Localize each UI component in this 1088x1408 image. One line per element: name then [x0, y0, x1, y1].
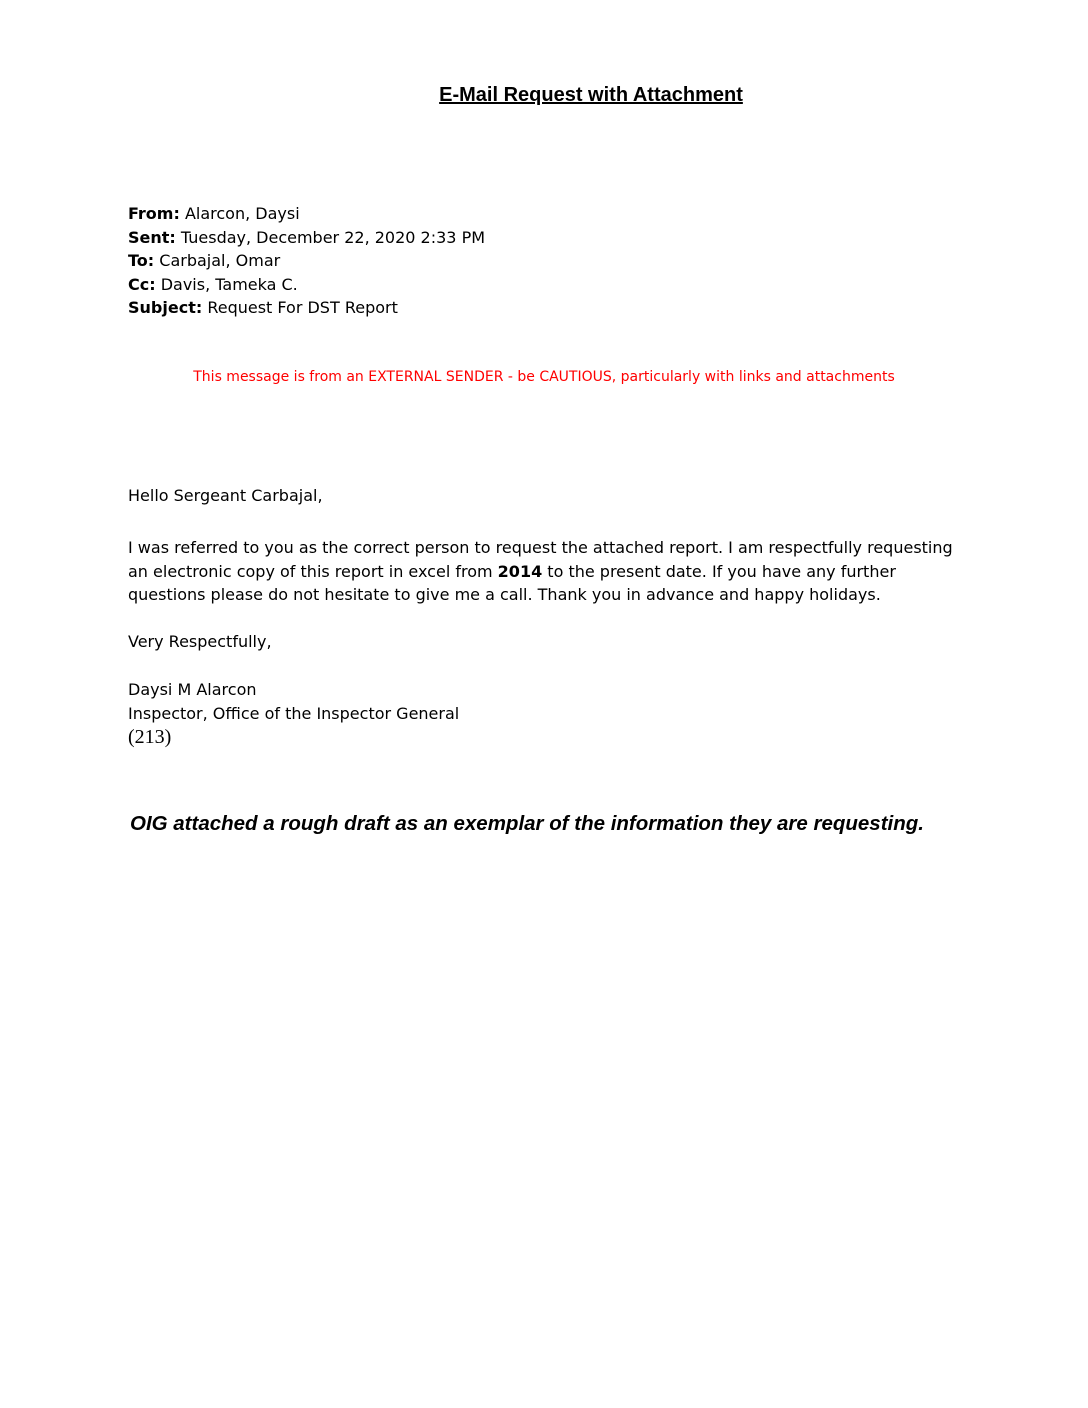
email-headers	[128, 202, 485, 320]
external-sender-warning: This message is from an EXTERNAL SENDER - be CAUTIOUS, particularly with links and attachments	[193, 369, 895, 385]
signature-name: Daysi M Alarcon	[128, 680, 257, 699]
annotation-note: OIG attached a rough draft as an exemplar of the information they are requesting.	[130, 812, 924, 835]
to-value: Carbajal, Omar	[154, 251, 281, 271]
to-row	[128, 249, 485, 273]
sent-label: Sent:	[128, 227, 176, 247]
paragraph-line-2	[128, 560, 988, 584]
subject-row	[128, 296, 485, 320]
year-highlight: 2014	[497, 561, 543, 581]
closing: Very Respectfully,	[128, 632, 272, 651]
paragraph-line-3: questions please do not hesitate to give me a call. Thank you in advance and happy holidays.	[128, 585, 881, 605]
sent-row	[128, 226, 485, 250]
from-label: From:	[128, 204, 180, 223]
message-paragraph	[128, 536, 988, 607]
from-value: Alarcon, Daysi	[179, 204, 300, 223]
signature-block	[128, 678, 988, 725]
greeting: Hello Sergeant Carbajal,	[128, 486, 323, 505]
from-row	[128, 202, 485, 226]
subject-value: Request For DST Report	[202, 298, 398, 318]
signature-position: Inspector, Office of the Inspector General	[128, 703, 460, 723]
subject-label: Subject:	[128, 298, 203, 318]
signature-phone: (213)	[128, 726, 172, 748]
paragraph-line-2-after: to the present date. If you have any further	[542, 561, 896, 581]
sent-value: Tuesday, December 22, 2020 2:33 PM	[175, 227, 486, 247]
paragraph-line-1: I was referred to you as the correct person to request the attached report. I am respectfully requesting	[128, 538, 953, 557]
paragraph-line-2-before: an electronic copy of this report in excel from	[128, 561, 498, 581]
cc-row	[128, 273, 485, 297]
to-label: To:	[128, 251, 155, 271]
cc-label: Cc:	[128, 274, 156, 294]
document-title: E-Mail Request with Attachment	[439, 84, 743, 106]
cc-value: Davis, Tameka C.	[155, 274, 298, 294]
